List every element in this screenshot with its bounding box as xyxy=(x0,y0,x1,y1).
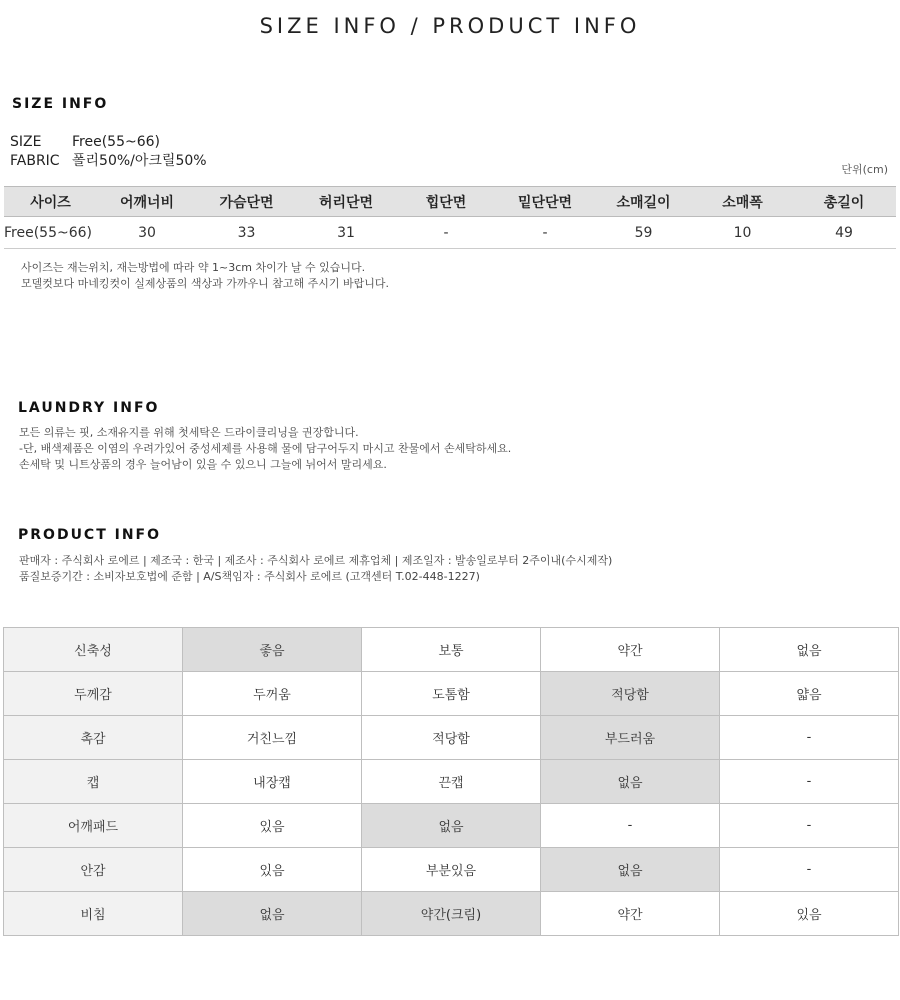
size-header-cell: 밑단단면 xyxy=(496,187,594,217)
size-table xyxy=(4,186,896,249)
laundry-notes xyxy=(19,425,511,473)
property-option-selected: 약간(크림) xyxy=(362,892,541,936)
size-header-cell: 힙단면 xyxy=(396,187,496,217)
property-name: 캡 xyxy=(4,760,183,804)
size-cell: 33 xyxy=(197,217,296,249)
size-cell: 49 xyxy=(792,217,896,249)
size-cell: 30 xyxy=(97,217,197,249)
property-option: 보통 xyxy=(362,628,541,672)
property-name: 신축성 xyxy=(4,628,183,672)
size-header-cell: 가슴단면 xyxy=(197,187,296,217)
size-cell: 31 xyxy=(296,217,396,249)
product-notes xyxy=(19,553,612,585)
fabric-row xyxy=(10,150,207,170)
size-note-line: 모델컷보다 마네킹컷이 실제상품의 색상과 가까우니 참고해 주시기 바랍니다. xyxy=(21,277,390,290)
size-note-line: 사이즈는 재는위치, 재는방법에 따라 약 1~3cm 차이가 날 수 있습니다. xyxy=(21,261,366,274)
product-info-heading: PRODUCT INFO xyxy=(18,527,162,543)
property-row xyxy=(4,672,899,716)
property-option: 있음 xyxy=(183,804,362,848)
property-option: 약간 xyxy=(541,892,720,936)
property-option: 부분있음 xyxy=(362,848,541,892)
size-row xyxy=(10,134,160,150)
property-option: 끈캡 xyxy=(362,760,541,804)
property-option-selected: 없음 xyxy=(183,892,362,936)
property-option: 적당함 xyxy=(362,716,541,760)
size-table-header xyxy=(4,187,896,217)
size-cell: - xyxy=(396,217,496,249)
property-option: 거친느낌 xyxy=(183,716,362,760)
laundry-info-heading: LAUNDRY INFO xyxy=(18,400,160,416)
property-option: - xyxy=(720,760,899,804)
property-option: 내장캡 xyxy=(183,760,362,804)
size-header-cell: 허리단면 xyxy=(296,187,396,217)
property-option: - xyxy=(541,804,720,848)
property-name: 안감 xyxy=(4,848,183,892)
product-line: 판매자 : 주식회사 로에르 | 제조국 : 한국 | 제조사 : 주식회사 로에르 제휴업체 | 제조일자 : 발송일로부터 2주이내(수시제작) xyxy=(19,554,613,567)
property-option-selected: 없음 xyxy=(541,848,720,892)
fabric-label: FABRIC xyxy=(10,153,60,169)
property-row xyxy=(4,804,899,848)
property-option: 없음 xyxy=(720,628,899,672)
page-title: SIZE INFO / PRODUCT INFO xyxy=(259,14,641,38)
size-cell: 10 xyxy=(693,217,792,249)
property-row xyxy=(4,848,899,892)
size-header-cell: 사이즈 xyxy=(4,187,97,217)
size-notes xyxy=(21,260,389,292)
property-option-selected: 없음 xyxy=(541,760,720,804)
property-name: 어깨패드 xyxy=(4,804,183,848)
size-header-cell: 소매폭 xyxy=(693,187,792,217)
product-line: 품질보증기간 : 소비자보호법에 준함 | A/S책임자 : 주식회사 로에르 (고객센터 T.02-448-1227) xyxy=(19,570,480,583)
size-cell: Free(55~66) xyxy=(4,217,97,249)
property-row xyxy=(4,628,899,672)
property-option: 얇음 xyxy=(720,672,899,716)
property-name: 두께감 xyxy=(4,672,183,716)
size-table-row xyxy=(4,217,896,249)
property-option: - xyxy=(720,716,899,760)
size-header-cell: 소매길이 xyxy=(594,187,693,217)
property-row xyxy=(4,716,899,760)
property-option: 두꺼움 xyxy=(183,672,362,716)
unit-label: 단위(cm) xyxy=(841,163,888,176)
laundry-line: -단, 배색제품은 이염의 우려가있어 중성세제를 사용해 물에 담구어두지 마시고 찬물에서 손세탁하세요. xyxy=(19,442,512,455)
property-name: 비침 xyxy=(4,892,183,936)
property-option: - xyxy=(720,848,899,892)
property-option: - xyxy=(720,804,899,848)
size-label: SIZE xyxy=(10,134,42,150)
laundry-line: 모든 의류는 핏, 소재유지를 위해 첫세탁은 드라이클리닝을 권장합니다. xyxy=(19,426,359,439)
property-row xyxy=(4,892,899,936)
laundry-line: 손세탁 및 니트상품의 경우 늘어남이 있을 수 있으니 그늘에 뉘어서 말리세요. xyxy=(19,458,387,471)
property-option: 도톰함 xyxy=(362,672,541,716)
property-option-selected: 부드러움 xyxy=(541,716,720,760)
size-header-cell: 어깨너비 xyxy=(97,187,197,217)
property-option-selected: 없음 xyxy=(362,804,541,848)
property-name: 촉감 xyxy=(4,716,183,760)
property-option: 있음 xyxy=(183,848,362,892)
property-option-selected: 적당함 xyxy=(541,672,720,716)
size-header-cell: 총길이 xyxy=(792,187,896,217)
size-cell: - xyxy=(496,217,594,249)
size-cell: 59 xyxy=(594,217,693,249)
fabric-value: 폴리50%/아크릴50% xyxy=(72,153,207,169)
property-table xyxy=(3,627,899,936)
property-row xyxy=(4,760,899,804)
size-value: Free(55~66) xyxy=(72,134,160,150)
property-option: 약간 xyxy=(541,628,720,672)
property-option-selected: 좋음 xyxy=(183,628,362,672)
property-option: 있음 xyxy=(720,892,899,936)
size-info-heading: SIZE INFO xyxy=(12,96,109,112)
